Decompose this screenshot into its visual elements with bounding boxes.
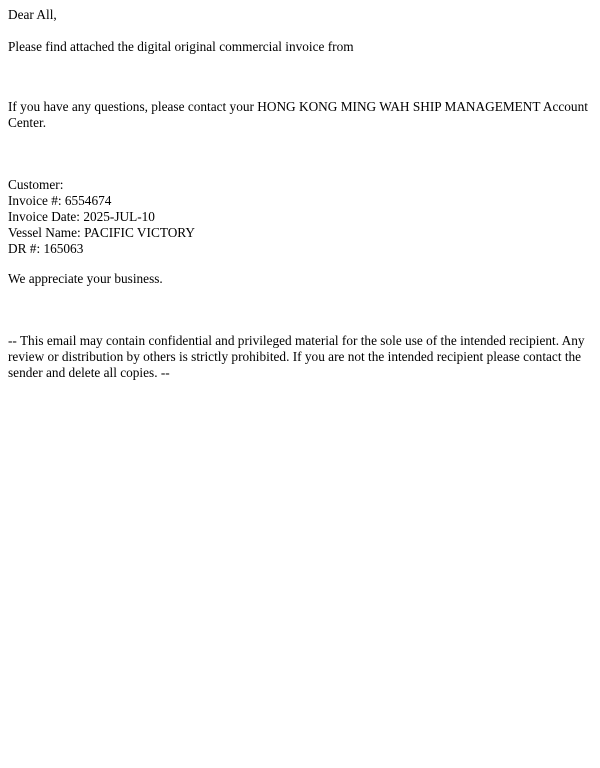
greeting: Dear All,	[8, 7, 57, 22]
customer-label: Customer:	[8, 177, 64, 192]
invoice-details	[8, 177, 592, 257]
disclaimer-text: -- This email may contain confidential and privileged material for the sole use of the intended recipient. Any review or distribution by others is strictly prohibited. If you are not the intended recipient please contact the sender and delete all copies. --	[8, 333, 585, 380]
appreciation-text: We appreciate your business.	[8, 271, 163, 286]
intro-text: Please find attached the digital original commercial invoice from	[8, 39, 354, 54]
dr-number: DR #: 165063	[8, 241, 84, 256]
invoice-date: Invoice Date: 2025-JUL-10	[8, 209, 155, 224]
email-body	[0, 0, 600, 381]
contact-text: If you have any questions, please contact your HONG KONG MING WAH SHIP MANAGEMENT Account Center.	[8, 99, 588, 130]
invoice-number: Invoice #: 6554674	[8, 193, 112, 208]
vessel-name: Vessel Name: PACIFIC VICTORY	[8, 225, 196, 240]
